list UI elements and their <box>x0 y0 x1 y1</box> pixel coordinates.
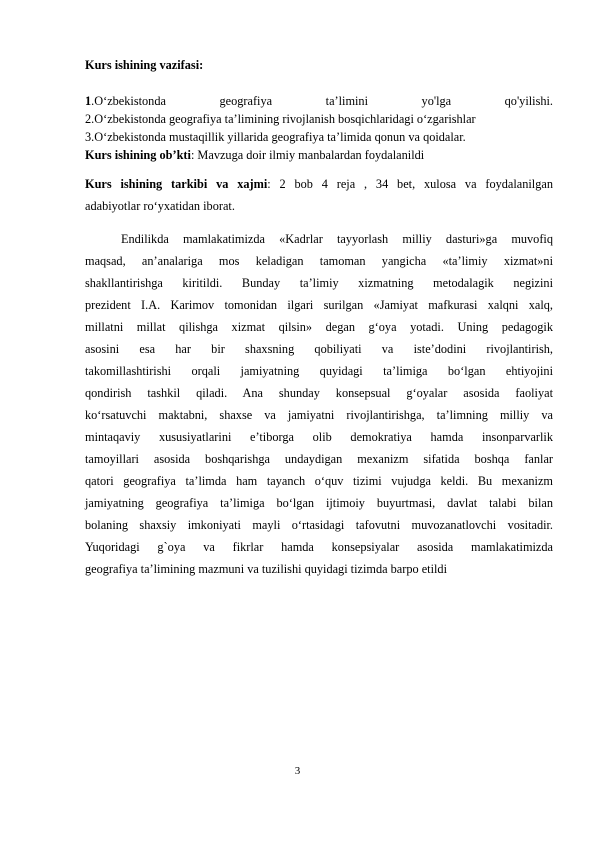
paragraph-line: qondirish tashkil qiladi. Ana shunday konsepsual g‘oyalar asosida faoliyat <box>85 386 553 400</box>
page-number: 3 <box>294 765 301 777</box>
paragraph-line: takomillashtirishi orqali jamiyatning quyidagi ta’limiga bo‘lgan ehtiyojini <box>85 364 553 378</box>
paragraph-line: jamiyatning geografiya ta’limiga bo‘lgan ijtimoiy buyurtmasi, davlat talabi bilan <box>85 496 553 510</box>
structure-line-2: adabiyotlar ro‘yxatidan iborat. <box>85 199 235 213</box>
paragraph-line: millatni millat qilishga xizmat qilsin» degan g‘oya yotadi. Uning pedagogik <box>85 320 553 334</box>
task-2: 2.O‘zbekistonda geografiya ta’limining rivojlanish bosqichlaridagi o‘zgarishlar <box>85 112 476 126</box>
paragraph-line: geografiya ta’limining mazmuni va tuzilishi quyidagi tizimda barpo etildi <box>85 562 447 576</box>
paragraph-line: Endilikda mamlakatimizda «Kadrlar tayyorlash milliy dasturi»ga muvofiq <box>121 232 553 246</box>
paragraph-line: mintaqaviy xususiyatlarini e’tiborga olib demokratiya hamda insonparvarlik <box>85 430 553 444</box>
paragraph-line: shakllantirishga kiritildi. Bunday ta’limiy xizmatning metodalagik negizini <box>85 276 553 290</box>
paragraph-line: tamoyillari asosida boshqarishga undaydigan mexanizm sifatida boshqa fanlar <box>85 452 553 466</box>
task-1: 1.O‘zbekistonda geografiya ta’limini yo'lga qo'yilishi. <box>85 94 553 108</box>
structure-line-1: Kurs ishining tarkibi va xajmi: 2 bob 4 reja , 34 bet, xulosa va foydalanilgan <box>85 177 553 191</box>
paragraph-line: prezident I.A. Karimov tomonidan ilgari surilgan «Jamiyat mafkurasi xalqni xalq, <box>85 298 553 312</box>
heading: Kurs ishining vazifasi: <box>85 58 204 72</box>
paragraph-line: asosini esa har bir shaxsning qobiliyati va iste’dodini rivojlantirish, <box>85 342 553 356</box>
object-line: Kurs ishining ob’kti: Mavzuga doir ilmiy manbalardan foydalanildi <box>85 148 425 162</box>
task-3: 3.O‘zbekistonda mustaqillik yillarida geografiya ta’limida qonun va qoidalar. <box>85 130 466 144</box>
paragraph-line: Yuqoridagi g`oya va fikrlar hamda konsepsiyalar asosida mamlakatimizda <box>85 540 553 554</box>
paragraph-line: qatori geografiya ta’limda ham tayanch o‘quv tizimi vujudga keldi. Bu mexanizm <box>85 474 553 488</box>
paragraph-line: maqsad, an’analariga mos keladigan tamoman yangicha «ta’limiy xizmat»ni <box>85 254 553 268</box>
paragraph-line: ko‘rsatuvchi maktabni, shaxse va jamiyatni rivojlantirishga, ta’limning milliy va <box>85 408 553 422</box>
paragraph-line: bolaning shaxsiy imkoniyati mayli o‘rtasidagi tafovutni muvozanatlovchi vositadir. <box>85 518 553 532</box>
